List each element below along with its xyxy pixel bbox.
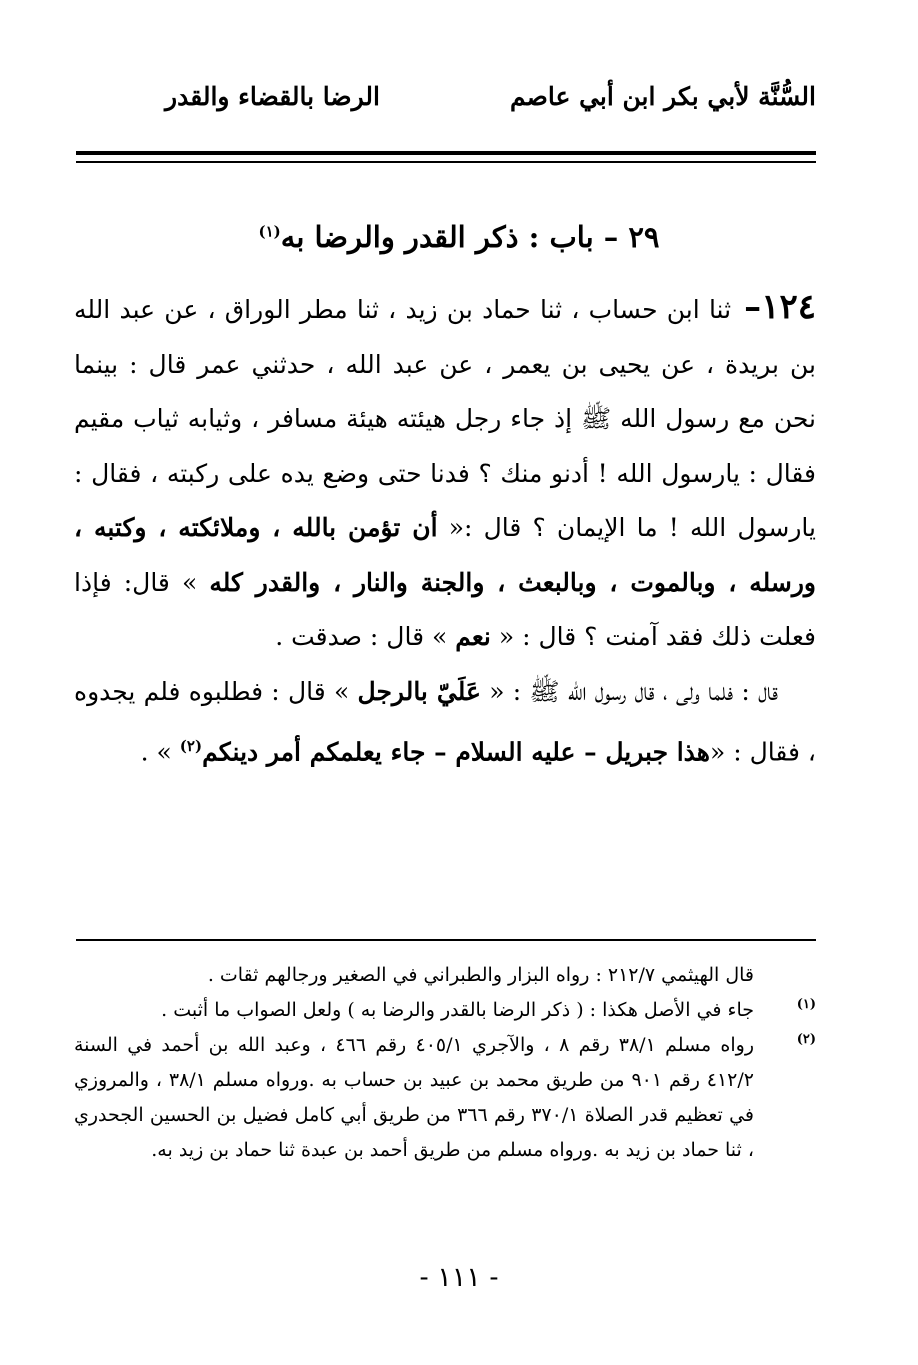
page-number: - ١١١ - [419,1262,499,1293]
footnote-1-text: جاء في الأصل هكذا : ( ذكر الرضا بالقدر والرضا به ) ولعل الصواب ما أثبت . [161,999,754,1021]
hadith-answer-bold: أن تؤمن بالله ، وملائكته ، وكتبه ، ورسله ، وبالموت ، وبالبعث ، والجنة والنار ، والقدر كله [74,513,816,597]
main-text [74,280,816,780]
running-head-book-title: السُّنَّة لأبي بكر ابن أبي عاصم [509,82,816,111]
footnote-1 [74,993,816,1028]
chapter-heading [0,220,918,254]
running-head-section-title: الرضا بالقضاء والقدر [165,82,380,111]
hadith-number: ١٢٤ [761,287,816,327]
hadith-isnad: ثنا ابن حساب ، ثنا حماد بن زيد ، ثنا مطر الوراق ، عن عبد الله بن بريدة ، عن يحيى بن يعمر ، عن عبد الله ، حدثني عمر قال : بينما نحن مع رسول الله ﷺ إذ جاء رجل هيئته هيئة مسافر ، وثيابه ثياب مقيم فقال : يارسول الله ! أدنو منك ؟ فدنا حتى وضع يده على ركبته ، فقال : يارسول الله ! ما الإيمان ؟ قال :« [74,295,817,542]
p2-text-3: » . [140,737,180,767]
footnotes [74,958,816,1168]
footnote-2-text: رواه مسلم ٣٨/١ رقم ٨ ، والآجري ٤٠٥/١ رقم ٤٦٦ ، وعبد الله بن أحمد في السنة ٤١٢/٢ رقم ٩٠١ من طريق محمد بن عبيد بن حساب به .ورواه مسلم ٣٨/١ ، والمروزي في تعظيم قدر الصلاة ٣٧٠/١ رقم ٣٦٦ من طريق أبي كامل فضيل بن الحسين الجحدري ، ثنا حماد بن زيد به .ورواه مسلم من طريق أحمد بن عبدة ثنا حماد بن زيد به. [74,1034,755,1161]
hadith-answer-yes: نعم [455,622,491,651]
hadith-paragraph-1 [74,280,816,665]
footnote-2 [74,1028,816,1168]
footnote-intro-text: قال الهيثمي ٢١٢/٧ : رواه البزار والطبراني في الصغير ورجالهم ثقات . [207,964,754,986]
p2-footnote-ref: (٢) [179,737,203,755]
header-rule-thin [76,161,816,163]
footnote-1-marker: (١) [796,997,816,1012]
chapter-title: ٢٩ – باب : ذكر القدر والرضا به [280,220,660,254]
footnote-2-marker: (٢) [796,1032,816,1047]
hadith-paragraph-2 [74,665,816,780]
hadith-text-2: » قال: فإذا فعلت ذلك فقد آمنت ؟ قال : « [74,567,816,651]
page-header [0,82,918,132]
header-double-rule [76,151,816,165]
footnote-separator [76,939,816,941]
hadith-number-dash: – [731,287,762,327]
header-rule-thick [76,151,816,155]
p2-bold-1: عَلَيّ بالرجل [357,676,481,706]
p2-bold-2: هذا جبريل – عليه السلام – جاء يعلمكم أمر دينكم [202,737,710,767]
footnote-intro [74,958,816,993]
hadith-text-3: » قال : صدقت . [275,622,456,651]
chapter-footnote-ref: (١) [258,222,281,241]
p2-text-2: » قال : فطلبوه فلم يجدوه ، فقال : « [74,676,816,767]
p2-text-1: قال : فلما ولى ، قال رسول الله ﷺ : « [480,676,779,706]
